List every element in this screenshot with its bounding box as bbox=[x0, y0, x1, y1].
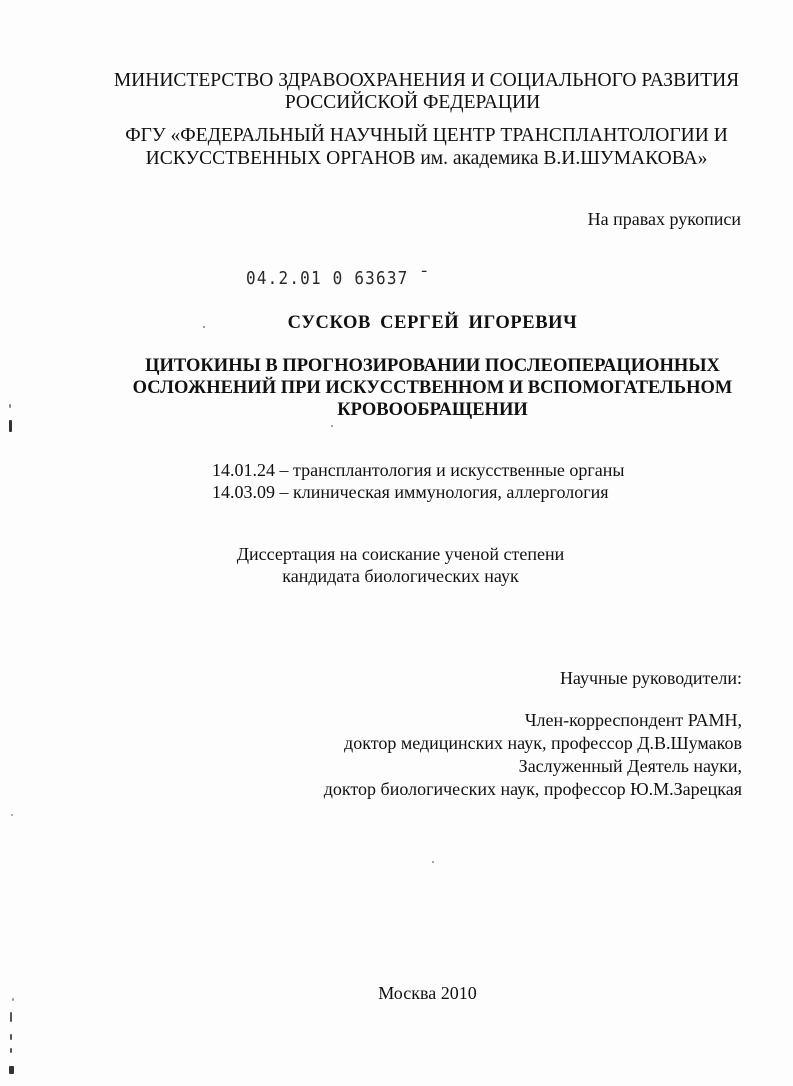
specialty-line: 14.03.09 – клиническая иммунология, аллергология bbox=[212, 482, 609, 502]
rights-note: На правах рукописи bbox=[587, 209, 741, 229]
author-name: СУСКОВ СЕРГЕЙ ИГОРЕВИЧ bbox=[287, 313, 578, 333]
supervisor-line: Член-корреспондент РАМН, bbox=[524, 710, 742, 730]
scan-speck bbox=[11, 814, 13, 816]
organization-line: ФГУ «ФЕДЕРАЛЬНЫЙ НАУЧНЫЙ ЦЕНТР ТРАНСПЛАНТОЛОГИИ И bbox=[125, 125, 728, 146]
supervisor-line: доктор биологических наук, профессор Ю.М.Зарецкая bbox=[323, 779, 742, 799]
supervisor-line: доктор медицинских наук, профессор Д.В.Шумаков bbox=[344, 733, 742, 753]
dissertation-title bbox=[36, 355, 793, 421]
supervisors-heading: Научные руководители: bbox=[559, 668, 742, 688]
degree-line: Диссертация на соискание ученой степени bbox=[236, 544, 565, 564]
specialty-codes bbox=[212, 459, 625, 503]
scan-speck bbox=[203, 326, 205, 328]
title-line: ЦИТОКИНЫ В ПРОГНОЗИРОВАНИИ ПОСЛЕОПЕРАЦИОННЫХ bbox=[145, 356, 720, 376]
title-line: КРОВООБРАЩЕНИИ bbox=[337, 400, 528, 420]
organization-header bbox=[30, 124, 793, 170]
supervisor-line: Заслуженный Деятель науки, bbox=[518, 756, 742, 776]
ministry-header bbox=[30, 70, 793, 114]
scan-speck bbox=[9, 404, 11, 408]
supervisors-block bbox=[324, 667, 742, 801]
scan-speck bbox=[10, 1048, 12, 1053]
scan-speck bbox=[10, 1012, 12, 1022]
scan-speck bbox=[331, 425, 333, 427]
scan-speck bbox=[432, 861, 434, 863]
title-line: ОСЛОЖНЕНИЙ ПРИ ИСКУССТВЕННОМ И ВСПОМОГАТЕЛЬНОМ bbox=[132, 378, 733, 398]
scan-speck bbox=[9, 420, 12, 432]
degree-line: кандидата биологических наук bbox=[282, 566, 519, 586]
city-year: Москва 2010 bbox=[378, 983, 477, 1003]
degree-statement bbox=[4, 543, 793, 587]
specialty-line: 14.01.24 – трансплантология и искусственные органы bbox=[212, 460, 625, 480]
ministry-line: РОССИЙСКОЙ ФЕДЕРАЦИИ bbox=[284, 92, 541, 113]
scan-speck bbox=[9, 1066, 14, 1074]
scan-speck bbox=[10, 1034, 12, 1040]
scan-speck bbox=[12, 998, 14, 1001]
organization-line: ИСКУССТВЕННЫХ ОРГАНОВ им. академика В.И.ШУМАКОВА» bbox=[145, 148, 708, 169]
ministry-line: МИНИСТЕРСТВО ЗДРАВООХРАНЕНИЯ И СОЦИАЛЬНОГО РАЗВИТИЯ bbox=[113, 70, 740, 91]
archive-stamp-number: 04.2.01 0 63637 ˉ bbox=[246, 267, 431, 289]
